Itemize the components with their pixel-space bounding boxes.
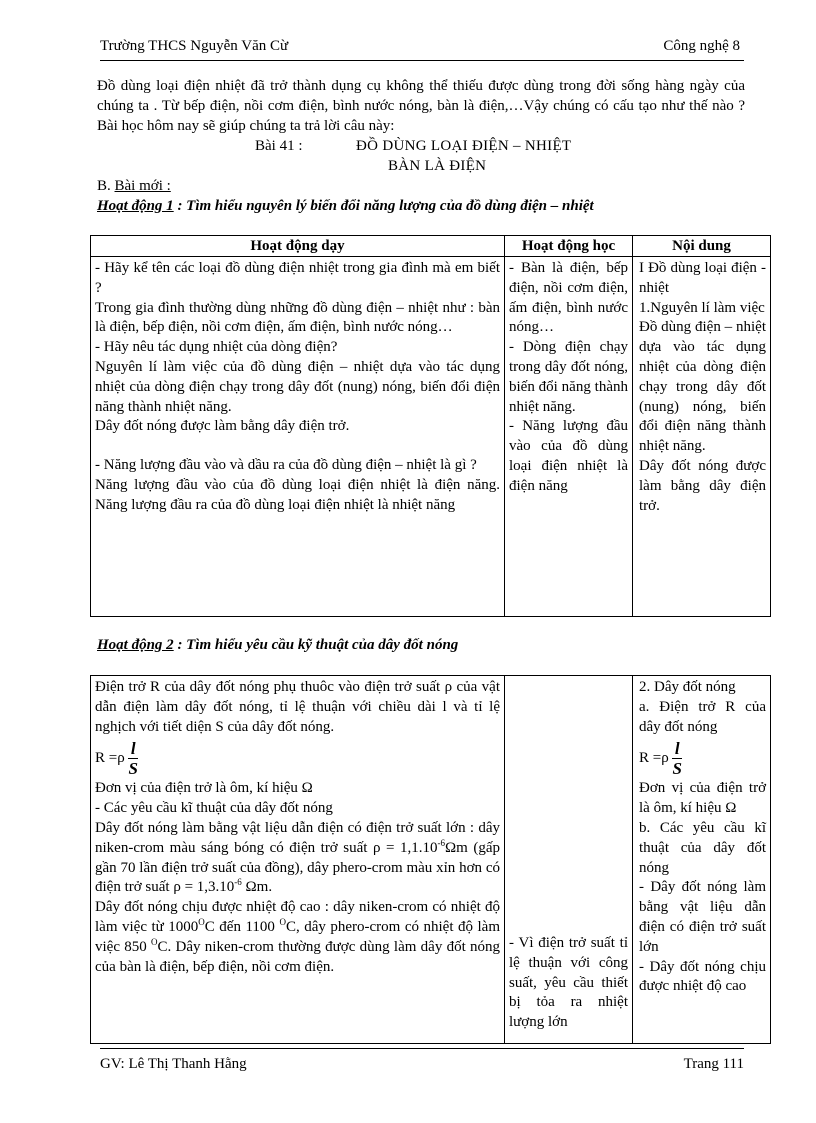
learning-line: - Bàn là điện, bếp điện, nồi cơm điện, ấm điện, bình nước nóng… <box>509 260 628 336</box>
activity2-title: : Tìm hiểu yêu cầu kỹ thuật của dây đốt nóng <box>173 637 459 653</box>
formula-fraction <box>128 739 137 778</box>
header-content: Nội dung <box>633 236 771 257</box>
formula-lhs: R =ρ <box>95 750 125 767</box>
teaching-line: - Hãy kể tên các loại đồ dùng điện nhiệt trong gia đình mà em biết ? <box>95 260 500 296</box>
teacher-name: GV: Lê Thị Thanh Hằng <box>100 1056 247 1072</box>
teaching-line: Năng lượng đầu vào của đồ dùng loại điện nhiệt là điện năng. Năng lượng đầu ra của đồ dùng loại điện nhiệt là nhiệt năng <box>95 476 500 513</box>
teaching-p3: - Các yêu cầu kĩ thuật của dây đốt nóng <box>95 800 333 817</box>
teaching-p4: Dây đốt nóng làm bằng vật liệu dẫn điện có điện trở suất lớn : dây niken-crom màu sáng bóng có điện trở suất $\rho = 1,1.10^{-6}\Omega m$ (gấp gần 70 lần điện trở suất của đồng), dây phero-crom màu xỉn hơn có điện trở suất $\rho = 1,3.10^{-6}$ Ωm. <box>95 819 501 896</box>
header-learning: Hoạt động học <box>505 236 633 257</box>
content-c1: 2. Dây đốt nóng <box>639 679 736 695</box>
activity1-label: Hoạt động 1 <box>97 198 174 214</box>
page-header <box>100 38 744 61</box>
activity2-label: Hoạt động 2 <box>97 637 174 653</box>
teaching-line: - Hãy nêu tác dụng nhiệt của dòng điện? <box>95 339 338 356</box>
activity1-content-cell <box>633 257 771 617</box>
teaching-line: Nguyên lí làm việc của đồ dùng điện – nhiệt dựa vào tác dụng nhiệt của dòng điện chạy trong dây đốt (nung) nóng, biến đổi điện năng thành nhiệt năng. <box>95 358 500 415</box>
activity2-heading <box>97 637 458 654</box>
teaching-p2: Đơn vị của điện trở là ôm, kí hiệu Ω <box>95 780 313 797</box>
activity1-title: : Tìm hiểu nguyên lý biến đổi năng lượng của đồ dùng điện – nhiệt <box>173 198 594 214</box>
activity1-teaching-cell <box>91 257 505 617</box>
teaching-line: Dây đốt nóng được làm bằng dây điện trở. <box>95 418 350 435</box>
lesson-number: Bài 41 : <box>255 138 303 154</box>
formula-numerator: l <box>128 739 137 759</box>
learning-line: - Dòng điện chạy trong dây đốt nóng, biến đổi năng thành nhiệt năng. <box>509 339 628 415</box>
activity1-heading <box>97 198 594 215</box>
content-line: Đồ dùng điện – nhiệt dựa vào tác dụng nhiệt của dòng điện chạy trong dây đốt (nung) nóng, biến đổi điện năng thành nhiệt năng. <box>639 319 766 455</box>
content-c2: a. Điện trở R của dây đốt nóng <box>639 698 766 735</box>
content-line: 1.Nguyên lí làm việc <box>639 299 765 316</box>
teaching-p1: Điện trở R của dây đốt nóng phụ thuôc vào điện trở suất ρ của vật dẫn điện làm dây đốt nóng, tỉ lệ thuận với chiều dài l và tỉ lệ nghịch với tiết diện S của dây đốt nóng. <box>95 679 500 735</box>
content-c4: b. Các yêu cầu kĩ thuật của dây đốt nóng <box>639 819 766 876</box>
page-footer <box>100 1048 744 1072</box>
new-lesson-label: Bài mới : <box>114 178 171 194</box>
formula <box>95 739 500 778</box>
teaching-line: Trong gia đình thường dùng những đồ dùng điện – nhiệt như : bàn là điện, bếp điện, nồi cơm điện, ấm điện, bình nước nóng… <box>95 299 500 336</box>
teaching-line: - Năng lượng đầu vào và dầu ra của đồ dùng điện – nhiệt là gì ? <box>95 457 477 474</box>
learning-line: - Năng lượng đầu vào của đồ dùng loại điện nhiệt là điện năng <box>509 418 628 494</box>
activity1-table <box>90 235 771 617</box>
school-name: Trường THCS Nguyễn Văn Cừ <box>100 38 289 54</box>
new-lesson-heading <box>97 178 171 195</box>
activity1-learning-cell <box>505 257 633 617</box>
content-line: Dây đốt nóng được làm bằng dây điện trở. <box>639 457 766 514</box>
header-teaching: Hoạt động dạy <box>91 236 505 257</box>
content-formula: R =ρ $\frac{l}{S}$ <box>639 739 682 779</box>
activity2-teaching-cell <box>91 676 505 1044</box>
intro-paragraph: Đồ dùng loại điện nhiệt đã trở thành dụng cụ không thể thiếu được dùng trong đời sống hàng ngày của chúng ta . Từ bếp điện, nồi cơm điện, bình nước nóng, bàn là điện,…Vậy chúng có cấu tạo như thế nào ? Bài học hôm nay sẽ giúp chúng ta trả lời câu này: <box>97 78 745 134</box>
formula-denominator: S <box>128 759 138 779</box>
activity2-content-cell <box>633 676 771 1044</box>
learning-text: - Vì điện trở suất tỉ lệ thuận với công suất, yêu cầu thiết bị tỏa ra nhiệt lượng lớn <box>509 935 628 1031</box>
activity2-table <box>90 675 771 1044</box>
lesson-subtitle: BÀN LÀ ĐIỆN <box>388 158 487 174</box>
activity2-learning-cell <box>505 676 633 1044</box>
content-c6: - Dây đốt nóng chịu được nhiệt độ cao <box>639 958 766 995</box>
new-lesson-prefix: B. <box>97 178 111 194</box>
page-number: Trang 111 <box>683 1056 744 1072</box>
content-c5: - Dây đốt nóng làm bằng vật liệu dẫn điện có điện trở suất lớn <box>639 879 766 955</box>
content-c3: Đơn vị của điện trở là ôm, kí hiệu Ω <box>639 780 766 817</box>
subject-name: Công nghệ 8 <box>663 38 740 54</box>
content-line: I Đồ dùng loại điện - nhiệt <box>639 260 766 296</box>
teaching-p5: Dây đốt nóng chịu được nhiệt độ cao : dây niken-crom có nhiệt độ làm việc từ $1000^OC$ đến 1100 $^O$C, dây phero-crom có nhiệt độ làm việc 850 $^O$C. Dây niken-crom thường được dùng làm dây đốt nóng của bàn là điện, bếp điện, nồi cơm điện. <box>95 899 501 975</box>
lesson-title: ĐỒ DÙNG LOẠI ĐIỆN – NHIỆT <box>356 138 572 154</box>
